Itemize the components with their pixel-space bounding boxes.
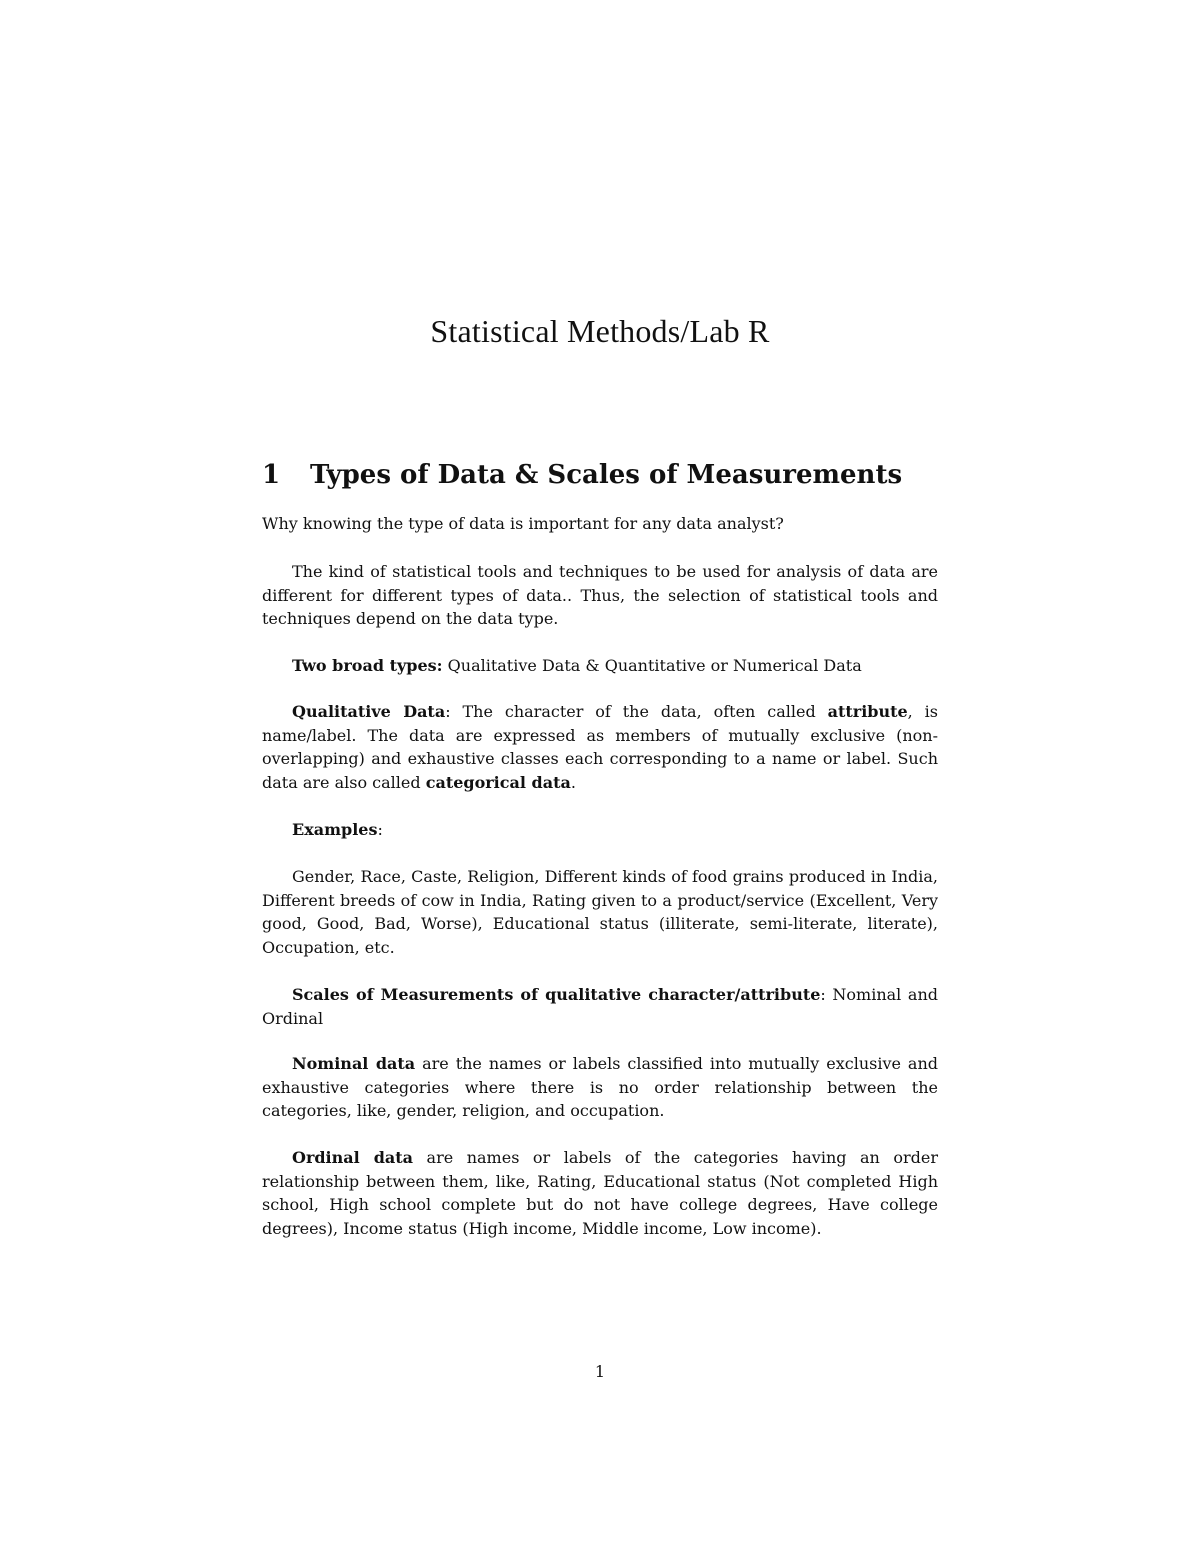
ordinal-text: are names or labels of the categories having an order relationship between them, like, Rating, Educational status (Not completed High school, High school complete but do not have college degrees, Have college degrees), Income status (High income, Middle income, Low income). (262, 1148, 939, 1238)
page-number: 1 (594, 1362, 606, 1381)
qualitative-text-3: . (570, 772, 576, 792)
nominal-text: are the names or labels classified into mutually exclusive and exhaustive categories where there is no order relationship between the categories, like, gender, religion, and occupation. (262, 1054, 939, 1120)
section-number: 1 (262, 460, 281, 490)
intro-paragraph: The kind of statistical tools and techniques to be used for analysis of data are different for different types of data.. Thus, the selection of statistical tools and techniques depend on the data type. (262, 562, 938, 628)
qualitative-text-1: : The character of the data, often called (445, 702, 828, 721)
examples-paragraph: Gender, Race, Caste, Religion, Different kinds of food grains produced in India, Different breeds of cow in India, Rating given to a product/service (Excellent, Very good, Good, Bad, Worse), Educational status (illiterate, semi-literate, literate), Occupation, etc. (262, 867, 938, 957)
section-heading (262, 460, 962, 490)
term-attribute: attribute (827, 702, 908, 721)
examples-heading (262, 818, 938, 842)
nominal-paragraph (262, 1052, 938, 1123)
scales-label: Scales of Measurements of qualitative character/attribute (292, 985, 821, 1004)
document-title: Statistical Methods/Lab R (430, 313, 770, 349)
ordinal-label: Ordinal data (292, 1148, 414, 1167)
scales-text: : Nominal and Ordinal (262, 985, 938, 1028)
two-types-text: Qualitative Data & Quantitative or Numerical Data (447, 656, 862, 675)
intro-question: Why knowing the type of data is important for any data analyst? (262, 514, 784, 533)
qualitative-text-2: , is name/label. The data are expressed as members of mutually exclusive (non-overlapping) and exhaustive classes each corresponding to a name or label. Such data are also called (262, 702, 938, 792)
nominal-label: Nominal data (292, 1054, 416, 1073)
qualitative-label: Qualitative Data (292, 702, 446, 721)
two-types-label: Two broad types: (292, 656, 443, 675)
examples-colon: : (377, 820, 383, 839)
scales-paragraph (262, 983, 938, 1030)
two-types-paragraph (262, 654, 938, 678)
qualitative-paragraph (262, 700, 938, 794)
term-categorical-data: categorical data (425, 772, 571, 792)
ordinal-paragraph (262, 1146, 938, 1240)
examples-label: Examples (292, 820, 378, 839)
section-title: Types of Data & Scales of Measurements (310, 460, 903, 490)
